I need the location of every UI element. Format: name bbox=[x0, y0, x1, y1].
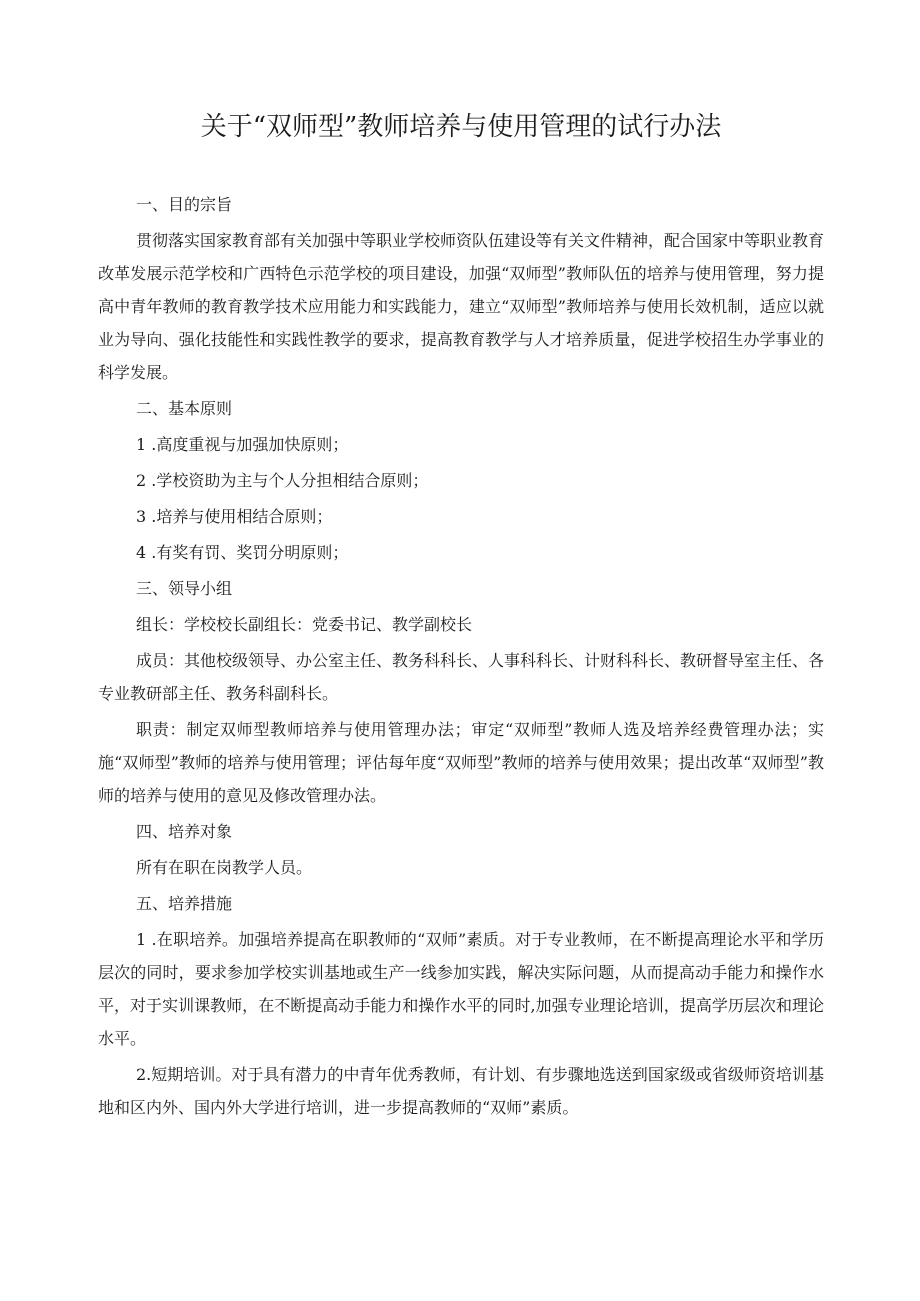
section-heading-targets: 四、培养对象 bbox=[136, 822, 233, 841]
paragraph-purpose: 贯彻落实国家教育部有关加强中等职业学校师资队伍建设等有关文件精神，配合国家中等职业教育改革发展示范学校和广西特色示范学校的项目建设，加强“双师型”教师队伍的培养与使用管理，努力提高中青年教师的教育教学技术应用能力和实践能力，建立“双师型”教师培养与使用长效机制，适应以就业为导向、强化技能性和实践性教学的要求，提高教育教学与人才培养质量，促进学校招生办学事业的科学发展。 bbox=[98, 231, 825, 382]
section-heading-purpose: 一、目的宗旨 bbox=[136, 195, 233, 214]
leadership-leaders: 组长：学校校长副组长：党委书记、教学副校长 bbox=[136, 615, 473, 634]
section-heading-leadership: 三、领导小组 bbox=[136, 579, 233, 598]
document-page bbox=[98, 96, 824, 1127]
leadership-duties: 职责：制定双师型教师培养与使用管理办法；审定“双师型”教师人选及培养经费管理办法；实施“双师型”教师的培养与使用管理；评估每年度“双师型”教师的培养与使用效果；提出改革“双师型”教师的培养与使用的意见及修改管理办法。 bbox=[98, 720, 824, 805]
paragraph-targets: 所有在职在岗教学人员。 bbox=[136, 858, 313, 877]
leadership-members: 成员：其他校级领导、办公室主任、教务科科长、人事科科长、计财科科长、教研督导室主任、各专业教研部主任、教务科副科长。 bbox=[98, 651, 825, 703]
principle-item-3: 3 .培养与使用相结合原则； bbox=[136, 507, 333, 526]
principle-item-4: 4 .有奖有罚、奖罚分明原则； bbox=[136, 543, 349, 562]
document-title: 关于“双师型”教师培养与使用管理的试行办法 bbox=[200, 112, 722, 142]
principle-item-1: 1 .高度重视与加强加快原则； bbox=[136, 435, 349, 454]
principle-item-2: 2 .学校资助为主与个人分担相结合原则； bbox=[136, 471, 429, 490]
section-heading-principles: 二、基本原则 bbox=[136, 399, 233, 418]
measure-item-1: 1 .在职培养。加强培养提高在职教师的“双师”素质。对于专业教师，在不断提高理论水平和学历层次的同时，要求参加学校实训基地或生产一线参加实践，解决实际问题，从而提高动手能力和操作水平，对于实训课教师，在不断提高动手能力和操作水平的同时,加强专业理论培训，提高学历层次和理论水平。 bbox=[98, 930, 824, 1048]
measure-item-2: 2.短期培训。对于具有潜力的中青年优秀教师，有计划、有步骤地选送到国家级或省级师资培训基地和区内外、国内外大学进行培训，进一步提高教师的“双师”素质。 bbox=[98, 1065, 824, 1117]
section-heading-measures: 五、培养措施 bbox=[136, 894, 233, 913]
document-body bbox=[98, 188, 824, 1124]
